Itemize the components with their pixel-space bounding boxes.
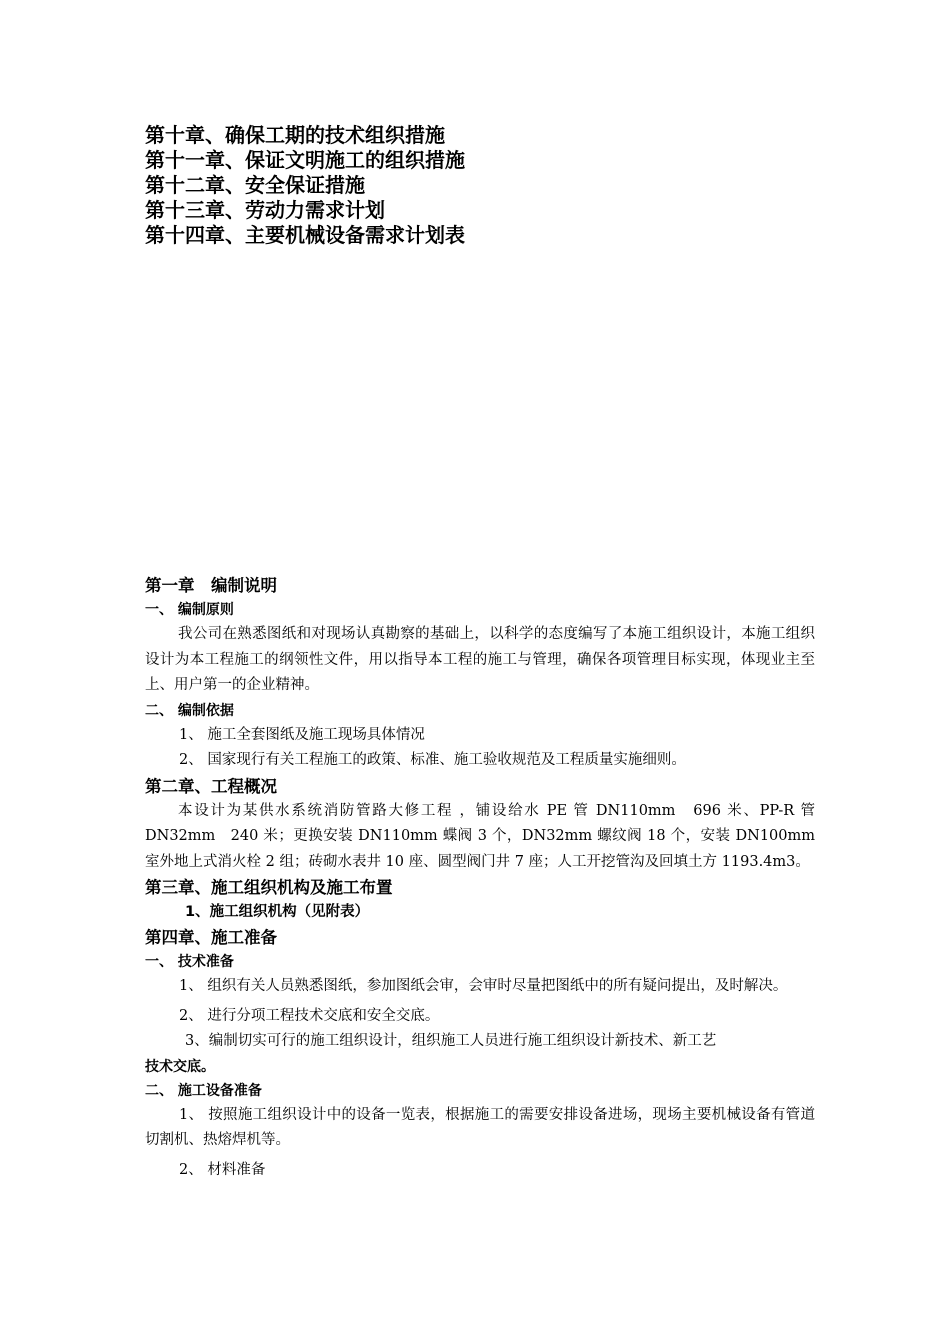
basis-item-1: 1、 施工全套图纸及施工现场具体情况	[179, 726, 425, 743]
technical-prep-item-2: 2、 进行分项工程技术交底和安全交底。	[179, 1007, 440, 1024]
section-technical-prep-title: 一、 技术准备	[145, 954, 234, 970]
toc-entry-chapter-13: 第十三章、劳动力需求计划	[145, 198, 385, 222]
chapter-4-title: 第四章、施工准备	[145, 928, 277, 947]
toc-entry-chapter-11: 第十一章、保证文明施工的组织措施	[145, 148, 465, 172]
equipment-prep-item-1: 1、 按照施工组织设计中的设备一览表，根据施工的需要安排设备进场，现场主要机械设备有管道切割机、热熔焊机等。	[145, 1106, 815, 1148]
section-basis-title: 二、 编制依据	[145, 702, 234, 719]
document-body	[145, 573, 815, 1183]
chapter-1-title: 第一章 编制说明	[145, 576, 277, 595]
organization-subtitle: 1、施工组织机构（见附表）	[185, 904, 370, 920]
chapter-2-title: 第二章、工程概况	[145, 776, 277, 796]
toc-entry-chapter-14: 第十四章、主要机械设备需求计划表	[145, 223, 465, 247]
technical-prep-item-3: 3、编制切实可行的施工组织设计，组织施工人员进行施工组织设计新技术、新工艺	[185, 1033, 717, 1049]
section-equipment-prep-title: 二、 施工设备准备	[145, 1082, 262, 1099]
principles-paragraph: 我公司在熟悉图纸和对现场认真勘察的基础上，以科学的态度编写了本施工组织设计，本施工组织设计为本工程施工的纲领性文件，用以指导本工程的施工与管理，确保各项管理目标实现，体现业主至上、用户第一的企业精神。	[145, 626, 815, 693]
toc-entry-chapter-10: 第十章、确保工期的技术组织措施	[145, 123, 445, 147]
project-overview-paragraph: 本设计为某供水系统消防管路大修工程 ，铺设给水 PE 管 DN110mm 696 米、PP-R 管 DN32mm 240 米；更换安装 DN110mm 蝶阀 3 个，DN32mm 螺纹阀 18 个，安装 DN100mm 室外地上式消火栓 2 组；砖砌水表井 10 座、圆型阀门井 7 座；人工开挖管沟及回填土方 1193.4m3。	[145, 802, 815, 870]
chapter-3-title: 第三章、施工组织机构及施工布置	[145, 878, 393, 897]
equipment-prep-item-2: 2、 材料准备	[179, 1161, 266, 1178]
technical-prep-item-3-cont: 技术交底。	[145, 1058, 215, 1075]
toc-entry-chapter-12: 第十二章、安全保证措施	[145, 173, 365, 197]
table-of-contents	[145, 123, 465, 248]
section-principles-title: 一、 编制原则	[145, 602, 234, 618]
basis-item-2: 2、 国家现行有关工程施工的政策、标准、施工验收规范及工程质量实施细则。	[179, 752, 686, 768]
technical-prep-item-1: 1、 组织有关人员熟悉图纸，参加图纸会审，会审时尽量把图纸中的所有疑问提出，及时解决。	[179, 978, 788, 994]
